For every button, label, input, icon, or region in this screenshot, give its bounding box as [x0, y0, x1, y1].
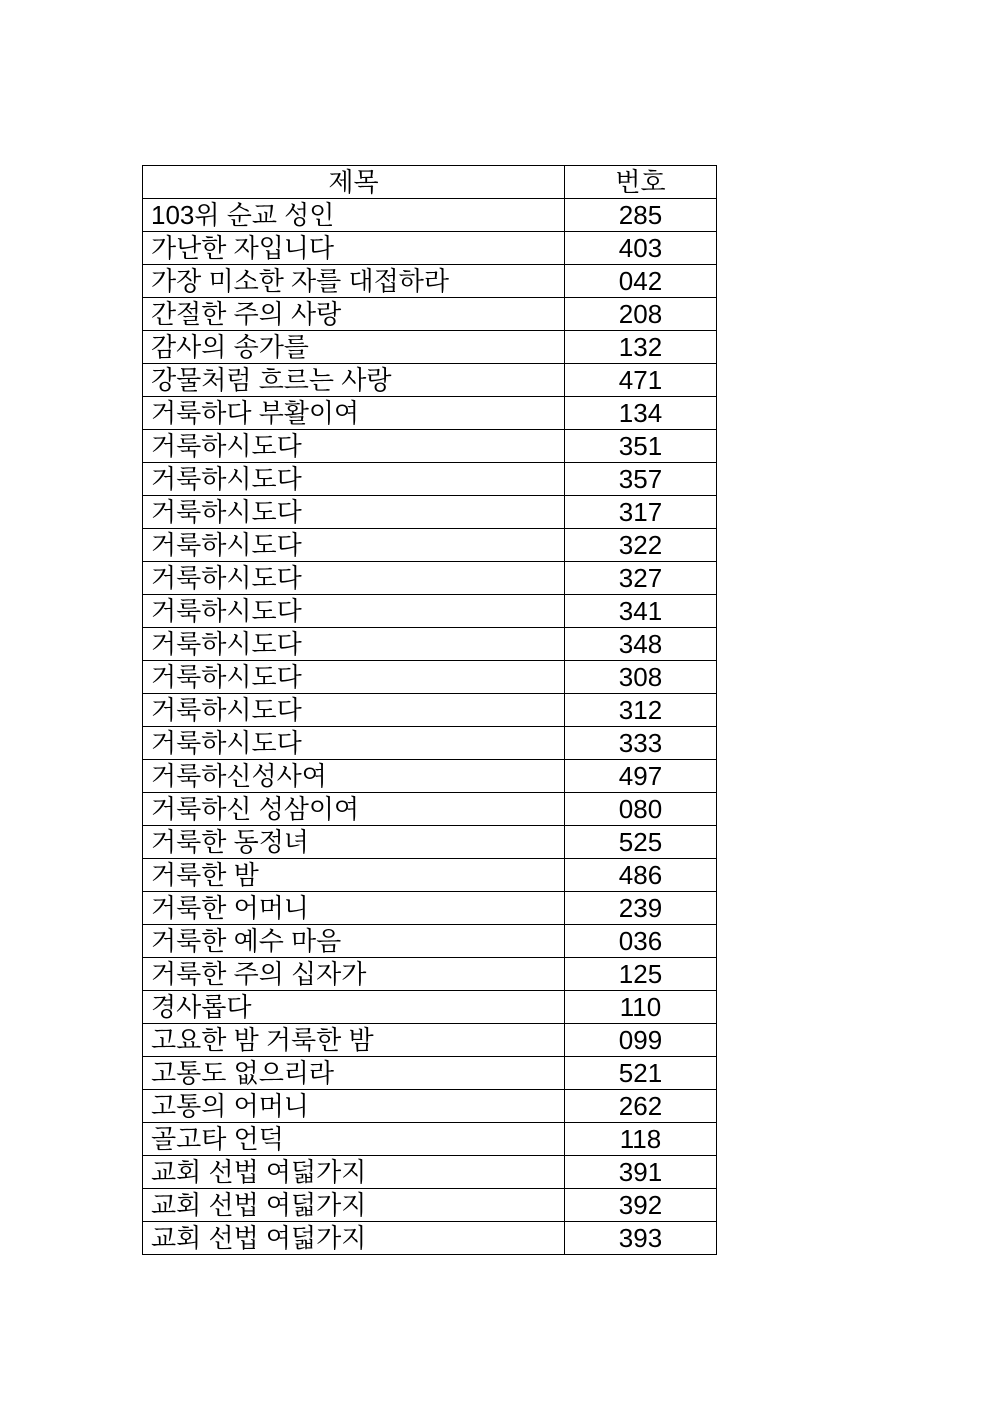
table-header-row — [143, 166, 717, 199]
row-title: 거룩하시도다 — [143, 529, 565, 562]
table-row — [143, 1156, 717, 1189]
table-row — [143, 562, 717, 595]
row-title: 거룩하시도다 — [143, 661, 565, 694]
row-title: 고요한 밤 거룩한 밤 — [143, 1024, 565, 1057]
row-number: 471 — [565, 364, 717, 397]
row-number: 285 — [565, 199, 717, 232]
table-row — [143, 991, 717, 1024]
row-title: 103위 순교 성인 — [143, 199, 565, 232]
row-number: 134 — [565, 397, 717, 430]
row-title: 거룩하시도다 — [143, 496, 565, 529]
table-row — [143, 892, 717, 925]
table-row — [143, 1189, 717, 1222]
row-number: 317 — [565, 496, 717, 529]
row-number: 521 — [565, 1057, 717, 1090]
row-number: 391 — [565, 1156, 717, 1189]
row-number: 262 — [565, 1090, 717, 1123]
row-number: 392 — [565, 1189, 717, 1222]
row-title: 거룩하시도다 — [143, 430, 565, 463]
table-row — [143, 199, 717, 232]
row-title: 거룩하시도다 — [143, 694, 565, 727]
row-title: 경사롭다 — [143, 991, 565, 1024]
row-title: 거룩하신 성삼이여 — [143, 793, 565, 826]
row-title: 강물처럼 흐르는 사랑 — [143, 364, 565, 397]
table-row — [143, 628, 717, 661]
row-number: 099 — [565, 1024, 717, 1057]
table-row — [143, 529, 717, 562]
table-row — [143, 793, 717, 826]
table-row — [143, 595, 717, 628]
row-number: 322 — [565, 529, 717, 562]
row-number: 308 — [565, 661, 717, 694]
row-title: 가장 미소한 자를 대접하라 — [143, 265, 565, 298]
table-row — [143, 694, 717, 727]
table-row — [143, 925, 717, 958]
row-number: 312 — [565, 694, 717, 727]
table-row — [143, 1222, 717, 1255]
table-row — [143, 430, 717, 463]
row-number: 403 — [565, 232, 717, 265]
table-row — [143, 1057, 717, 1090]
row-title: 골고타 언덕 — [143, 1123, 565, 1156]
row-number: 239 — [565, 892, 717, 925]
row-number: 080 — [565, 793, 717, 826]
row-number: 351 — [565, 430, 717, 463]
row-title: 거룩한 밤 — [143, 859, 565, 892]
table-row — [143, 661, 717, 694]
table-row — [143, 1090, 717, 1123]
row-number: 348 — [565, 628, 717, 661]
row-number: 118 — [565, 1123, 717, 1156]
row-title: 교회 선법 여덟가지 — [143, 1156, 565, 1189]
hymn-index-table — [142, 165, 717, 1255]
table-row — [143, 397, 717, 430]
table-row — [143, 1024, 717, 1057]
row-title: 교회 선법 여덟가지 — [143, 1222, 565, 1255]
row-number: 036 — [565, 925, 717, 958]
table-row — [143, 298, 717, 331]
row-title: 거룩한 주의 십자가 — [143, 958, 565, 991]
row-number: 393 — [565, 1222, 717, 1255]
table-row — [143, 826, 717, 859]
row-number: 486 — [565, 859, 717, 892]
row-title: 거룩하시도다 — [143, 628, 565, 661]
table-row — [143, 859, 717, 892]
table-row — [143, 727, 717, 760]
table-row — [143, 958, 717, 991]
row-title: 거룩한 동정녀 — [143, 826, 565, 859]
row-number: 327 — [565, 562, 717, 595]
row-number: 125 — [565, 958, 717, 991]
row-number: 525 — [565, 826, 717, 859]
row-title: 가난한 자입니다 — [143, 232, 565, 265]
row-number: 110 — [565, 991, 717, 1024]
table-row — [143, 1123, 717, 1156]
row-number: 341 — [565, 595, 717, 628]
table-row — [143, 463, 717, 496]
table-row — [143, 760, 717, 793]
row-title: 거룩하시도다 — [143, 727, 565, 760]
row-title: 교회 선법 여덟가지 — [143, 1189, 565, 1222]
row-number: 357 — [565, 463, 717, 496]
table-row — [143, 496, 717, 529]
row-number: 208 — [565, 298, 717, 331]
row-title: 거룩한 예수 마음 — [143, 925, 565, 958]
row-number: 333 — [565, 727, 717, 760]
row-number: 042 — [565, 265, 717, 298]
table-row — [143, 232, 717, 265]
row-title: 거룩한 어머니 — [143, 892, 565, 925]
row-number: 132 — [565, 331, 717, 364]
row-title: 감사의 송가를 — [143, 331, 565, 364]
row-title: 고통도 없으리라 — [143, 1057, 565, 1090]
table-row — [143, 331, 717, 364]
row-title: 거룩하신성사여 — [143, 760, 565, 793]
table-row — [143, 265, 717, 298]
row-title: 거룩하시도다 — [143, 595, 565, 628]
row-title: 거룩하시도다 — [143, 463, 565, 496]
row-title: 간절한 주의 사랑 — [143, 298, 565, 331]
column-header-title: 제목 — [143, 166, 565, 199]
row-title: 거룩하시도다 — [143, 562, 565, 595]
row-title: 고통의 어머니 — [143, 1090, 565, 1123]
table-row — [143, 364, 717, 397]
row-title: 거룩하다 부활이여 — [143, 397, 565, 430]
row-number: 497 — [565, 760, 717, 793]
column-header-number: 번호 — [565, 166, 717, 199]
table-body — [143, 199, 717, 1255]
